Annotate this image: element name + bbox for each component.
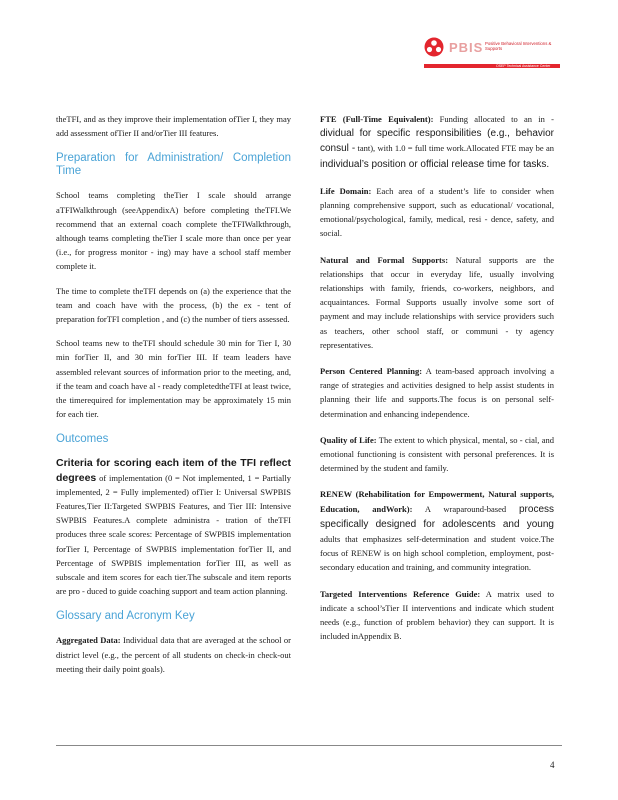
renew-definition-a: A wraparound-based — [412, 503, 519, 514]
intro-paragraph: theTFI, and as they improve their implementation ofTier I, they may add assessment ofTier II and/orTier III features. — [56, 114, 291, 139]
glossary-life-domain — [320, 184, 554, 241]
fte-definition-d: individual’s position or official release time for tasks. — [320, 158, 550, 170]
glossary-renew — [320, 487, 554, 574]
glossary-targeted-guide — [320, 587, 554, 644]
left-column — [56, 112, 291, 686]
prep-paragraph-1: School teams completing theTier I scale should arrange aTFIWalkthrough (seeAppendixA) before completing theTFI.We recommend that an external coach complete theTFIWalkthrough, although teams completing theTier I scale more than once per year (i.e., for progress monitor - ing) may have a school staff member complete it. — [56, 190, 291, 272]
renew-term: RENEW (Rehabilitation for Empowerment, Natural supports, Education, andWork): — [320, 489, 554, 514]
outcomes-body: of implementation (0 = Not implemented, 1 = Partially implemented, 2 = Fully implemented) ofTier I: Universal SWPBIS Features,Tier II:Targeted SWPBIS Features, and Tier III: Intensive SWPBIS Features.A complete administra - tration of theTFI produces three scale scores: Percentage of SWPBIS implementation forTier I, Percentage of SWPBIS implementation forTier II, and Percentage of SWPBIS implementation forTier III, as well as subscale and item scores for each tier.The subscale and item reports are pro - duced to guide coaching support and team action planning. — [56, 472, 291, 597]
logo-subtitle: Positive Behavioral Interventions & Supports — [485, 41, 552, 51]
targeted-guide-term: Targeted Interventions Reference Guide: — [320, 588, 481, 599]
aggregated-term: Aggregated Data: — [56, 635, 121, 646]
fte-term: FTE (Full-Time Equivalent): — [320, 114, 434, 124]
pbis-logo — [424, 37, 564, 71]
outcomes-paragraph — [56, 456, 291, 598]
fte-definition-b: dividual for specific responsibilities (e.g., behavior consul - — [320, 128, 554, 155]
natural-supports-term: Natural and Formal Supports: — [320, 254, 449, 265]
pbis-logo-icon — [424, 37, 444, 57]
quality-of-life-term: Quality of Life: — [320, 434, 377, 445]
right-column — [320, 112, 554, 656]
glossary-aggregated — [56, 633, 291, 676]
glossary-natural-supports — [320, 253, 554, 352]
targeted-guide-definition: A matrix used to indicate a school’sTier II interventions and indicate which student needs (e.g., function of problem behavior) they can support. It is included inAppendix B. — [320, 588, 554, 642]
renew-definition-c: adults that emphasizes self-determination and student voice.The focus of RENEW is on high school completion, employment, post-secondary education and training, and community integration. — [320, 534, 554, 573]
life-domain-definition: Each area of a student’s life to consider when planning comprehensive support, such as educational/ vocational, emotional/psychological, family, medical, resi - dence, safety, and social. — [320, 185, 554, 239]
fte-definition-a: Funding allocated to an in - — [433, 114, 554, 124]
person-centered-term: Person Centered Planning: — [320, 366, 423, 377]
prep-paragraph-3: School teams new to theTFI should schedule 30 min for Tier I, 30 min forTier II, and 30 min forTier III. If team leaders have assembled relevant sources of information prior to the meeting, and, if the team and coach have al - ready completedtheTFI at least twice, the timerequired for implementation may be approximately 15 min for each tier. — [56, 338, 291, 420]
natural-supports-definition: Natural supports are the relationships that occur in everyday life, usually involving relationships with family, friends, co-workers, neighbors, and acquaintances. Formal Supports usually involve some sort of payment and may include relationships with service providers such as teachers, other school staff, or communi - ty agency representatives. — [320, 254, 554, 350]
glossary-person-centered — [320, 364, 554, 421]
aggregated-definition: Individual data that are averaged at the school or district level (e.g., the percent of all students on check-in check-out meeting their daily point goals). — [56, 635, 291, 674]
heading-preparation: Preparation for Administration/ Completion Time — [56, 152, 291, 178]
outcomes-lead: Criteria for scoring each item of the TFI reflect degrees — [56, 457, 291, 484]
heading-outcomes: Outcomes — [56, 433, 109, 446]
quality-of-life-definition: The extent to which physical, mental, so - cial, and emotional functioning is consistent with personal preferences. It is determined by the student and family. — [320, 434, 554, 474]
logo-wordmark: PBIS — [449, 40, 484, 55]
page-number: 4 — [550, 760, 555, 770]
heading-glossary: Glossary and Acronym Key — [56, 610, 195, 623]
prep-paragraph-2: The time to complete theTFI depends on (a) the experience that the team and coach have with the process, (b) the ex - tent of preparation forTFI completion , and (c) the number of tiers assessed. — [56, 285, 291, 325]
footer-divider — [56, 745, 562, 746]
renew-definition-b: process specifically designed for adolescents and young — [320, 503, 555, 530]
glossary-quality-of-life — [320, 433, 554, 476]
logo-tagline: OSEP Technical Assistance Center — [496, 64, 551, 68]
glossary-fte — [320, 112, 554, 172]
life-domain-term: Life Domain: — [320, 185, 372, 196]
person-centered-definition: A team-based approach involving a range of strategies and activities designed to help assist students in planning their life and supports.The focus is on personal self-determination and enhancing independence. — [320, 366, 554, 419]
fte-definition-c: tant), with 1.0 = full time work.Allocated FTE may be an — [355, 143, 554, 154]
